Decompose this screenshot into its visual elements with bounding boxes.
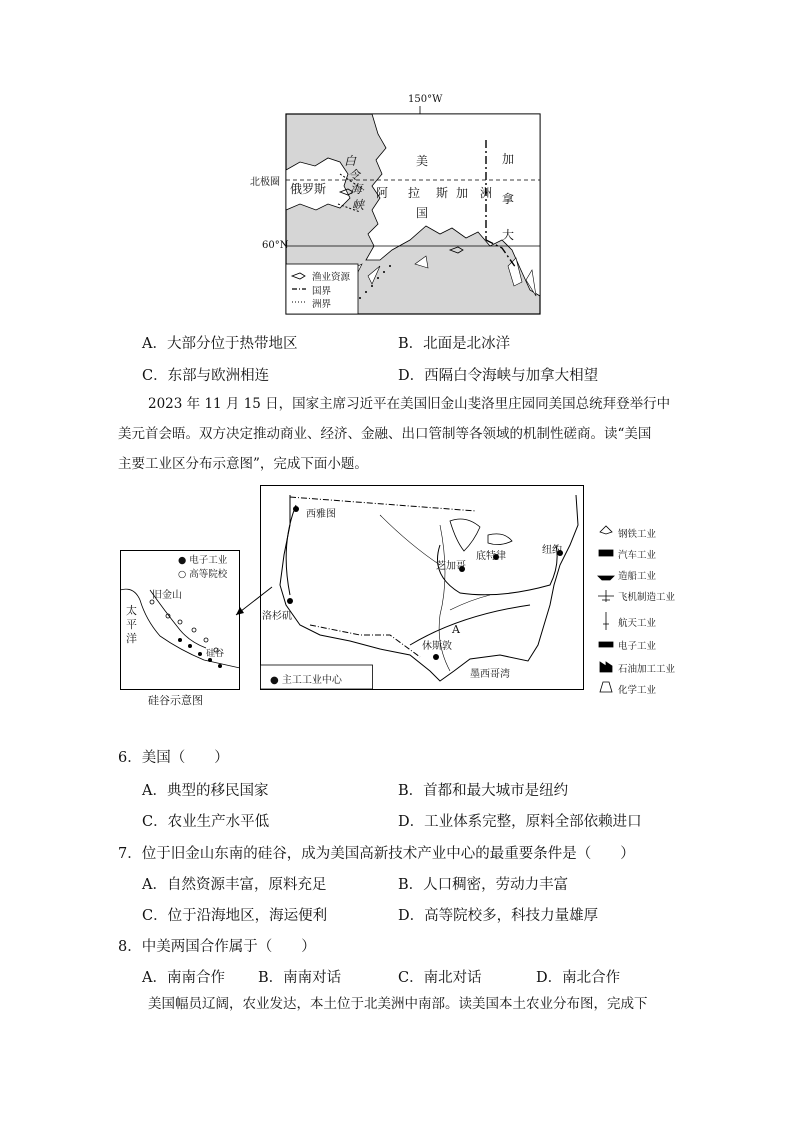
- silicon-valley-map: [120, 550, 240, 690]
- label-ocean-2: 平: [126, 618, 137, 631]
- q7-option-b[interactable]: B．人口稠密，劳动力丰富: [398, 877, 569, 893]
- city-newyork: 纽约: [542, 545, 562, 556]
- city-chicago: 芝加哥: [436, 561, 466, 572]
- label-alaska-2: 斯: [436, 186, 449, 200]
- arctic-circle-label: 北极圈: [250, 177, 280, 188]
- silicon-caption: 硅谷示意图: [148, 694, 203, 707]
- city-houston: 休斯敦: [422, 641, 452, 652]
- legend-industrial-center: ● 主工工业中心: [270, 675, 342, 686]
- city-la: 洛杉矶: [262, 611, 292, 622]
- q7-option-a[interactable]: A．自然资源丰富，原料充足: [142, 877, 327, 893]
- legend-aircraft: 飞机制造工业: [618, 592, 676, 603]
- city-seattle: 西雅图: [306, 509, 336, 520]
- intro-line-2: 美元首会晤。双方决定推动商业、经济、金融、出口管制等各领域的机制性磋商。读“美国: [118, 426, 652, 442]
- q8-option-c[interactable]: C．南北对话: [398, 970, 482, 986]
- legend-aerospace: 航天工业: [618, 618, 657, 629]
- q6-option-a[interactable]: A．典型的移民国家: [142, 783, 269, 799]
- intro-line-3: 主要工业区分布示意图”，完成下面小题。: [118, 456, 368, 472]
- next-paragraph: 美国幅员辽阔，农业发达，本土位于北美洲中南部。读美国本土农业分布图，完成下: [148, 996, 648, 1012]
- legend-auto: 汽车工业: [618, 550, 657, 561]
- intro-line-1: 2023 年 11 月 15 日，国家主席习近平在美国旧金山斐洛里庄园同美国总统拜登举行中: [148, 396, 671, 412]
- legend-fishery: 渔业资源: [312, 272, 351, 283]
- lon-label: 150°W: [408, 94, 443, 105]
- alaska-map-graphic: [240, 100, 550, 320]
- label-bering-2: 令: [348, 168, 361, 182]
- q5-option-b[interactable]: B．北面是北冰洋: [398, 336, 511, 352]
- label-a: 阿: [376, 186, 389, 200]
- legend-steel: 钢铁工业: [618, 529, 657, 540]
- legend-petroleum: 石油加工工业: [618, 664, 676, 675]
- legend-electronics: 电子工业: [618, 641, 657, 652]
- legend-continent-border: 洲界: [312, 299, 332, 310]
- lat60-label: 60°N: [262, 240, 289, 251]
- label-sf: 旧金山: [152, 590, 182, 601]
- label-usa-1: 美: [416, 154, 429, 168]
- industry-legend-icons: [596, 520, 616, 695]
- silicon-legend-electronics: ● 电子工业: [178, 555, 228, 566]
- q8-option-d[interactable]: D．南北合作: [536, 970, 621, 986]
- label-russia: 俄罗斯: [290, 182, 327, 196]
- q5-option-c[interactable]: C．东部与欧洲相连: [142, 368, 270, 384]
- label-bering-1: 白: [344, 154, 357, 168]
- q8-option-b[interactable]: B．南南对话: [258, 970, 342, 986]
- q6-option-b[interactable]: B．首都和最大城市是纽约: [398, 783, 569, 799]
- label-alaska-3: 加: [456, 186, 469, 200]
- q5-option-d[interactable]: D．西隔白令海峡与加拿大相望: [398, 368, 599, 384]
- label-bering-3: 海: [350, 182, 363, 196]
- label-alaska-1: 拉: [408, 186, 421, 200]
- q8-option-a[interactable]: A．南南合作: [142, 970, 225, 986]
- q5-option-a[interactable]: A．大部分位于热带地区: [142, 336, 298, 352]
- legend-chemical: 化学工业: [618, 685, 657, 696]
- label-usa-2: 国: [416, 206, 429, 220]
- industry-legend: [596, 520, 706, 695]
- label-alaska-4: 洲: [480, 186, 493, 200]
- q7-option-c[interactable]: C．位于沿海地区，海运便利: [142, 908, 328, 924]
- q8-stem: 8．中美两国合作属于（ ）: [118, 939, 316, 955]
- city-detroit: 底特律: [476, 551, 506, 562]
- alaska-map: [240, 94, 550, 320]
- label-ocean-1: 太: [126, 604, 137, 617]
- q6-stem: 6．美国（ ）: [118, 750, 229, 766]
- silicon-legend-universities: ○ 高等院校: [178, 569, 228, 580]
- usa-industry-map: [260, 485, 584, 690]
- label-bering-4: 峡: [352, 198, 365, 212]
- q6-option-d[interactable]: D．工业体系完整，原料全部依赖进口: [398, 814, 642, 830]
- q6-option-c[interactable]: C．农业生产水平低: [142, 814, 270, 830]
- label-ocean-3: 洋: [126, 632, 137, 645]
- q7-stem: 7．位于旧金山东南的硅谷，成为美国高新技术产业中心的最重要条件是（ ）: [118, 846, 635, 862]
- label-canada-1: 加: [502, 152, 515, 166]
- label-point-a: A: [452, 623, 460, 636]
- legend-shipbuilding: 造船工业: [618, 571, 657, 582]
- q7-option-d[interactable]: D．高等院校多，科技力量雄厚: [398, 908, 599, 924]
- label-gulf: 墨西哥湾: [470, 669, 510, 680]
- legend-national-border: 国界: [312, 286, 332, 297]
- label-silicon: 硅谷: [206, 649, 225, 659]
- label-canada-3: 大: [502, 228, 515, 242]
- inset-pointer-arrow: [230, 585, 275, 620]
- label-canada-2: 拿: [502, 192, 515, 206]
